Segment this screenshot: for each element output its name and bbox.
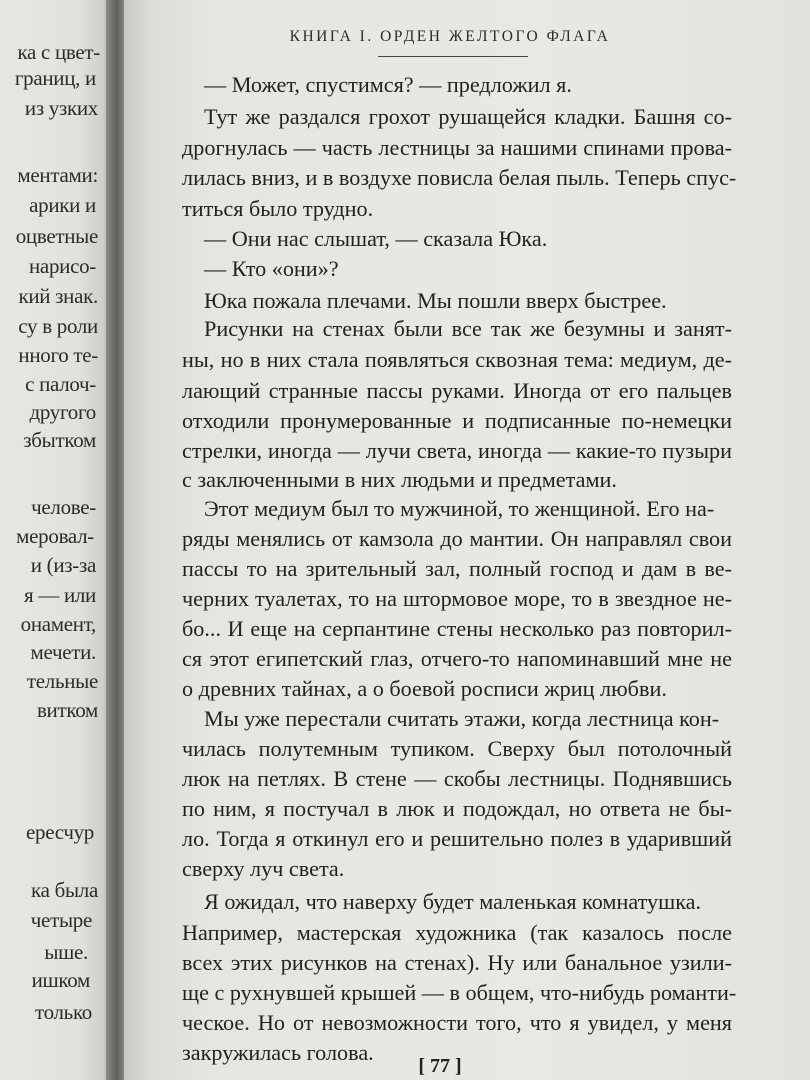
- body-line: лающий странные пассы руками. Иногда от его пальцев: [182, 378, 732, 403]
- left-page-line: ишком: [31, 968, 90, 992]
- body-line: Например, мастерская художника (так казалось после: [182, 920, 732, 945]
- left-page-line: арики и: [29, 193, 96, 217]
- body-line: Я ожидал, что наверху будет маленькая комнатушка.: [204, 889, 702, 914]
- body-line: ческое. Но от невозможности того, что я увидел, у меня: [182, 1010, 732, 1035]
- body-line: Юка пожала плечами. Мы пошли вверх быстрее.: [204, 288, 667, 313]
- body-line: Тут же раздался грохот рушащейся кладки. Башня со-: [204, 104, 732, 129]
- running-header: КНИГА I. ОРДЕН ЖЕЛТОГО ФЛАГА: [289, 28, 611, 45]
- left-page: [0, 0, 112, 1080]
- left-page-line: кий знак.: [18, 284, 98, 308]
- body-line: ло. Тогда я откинул его и решительно полез в ударивший: [182, 826, 732, 851]
- left-page-line: границ, и: [14, 66, 96, 90]
- left-page-line: четыре: [30, 908, 92, 932]
- left-page-line: су в роли: [18, 314, 98, 338]
- body-line: по ним, я постучал в люк и подождал, но ответа не бы-: [182, 796, 732, 821]
- body-line: с заключенными в них людьми и предметами.: [182, 467, 617, 492]
- body-line: титься было трудно.: [182, 196, 374, 221]
- body-line: — Они нас слышат, — сказала Юка.: [204, 226, 548, 251]
- body-line: чилась полутемным тупиком. Сверху был потолочный: [182, 736, 732, 761]
- left-page-line: ка была: [31, 878, 98, 902]
- left-page-line: меровал-: [16, 524, 94, 548]
- body-line: стрелки, иногда — лучи света, иногда — какие-то пузыри: [182, 438, 732, 463]
- left-page-line: тельные: [26, 669, 98, 693]
- left-page-line: я — или: [23, 583, 96, 607]
- body-line: Этот медиум был то мужчиной, то женщиной. Его на-: [204, 496, 715, 521]
- left-page-line: оцветные: [15, 224, 98, 248]
- body-line: ны, но в них стала появляться сквозная тема: медиум, де-: [182, 347, 732, 372]
- header-rule: [378, 56, 528, 57]
- left-page-line: ересчур: [25, 820, 94, 844]
- body-line: ряды менялись от камзола до мантии. Он направлял свои: [182, 526, 732, 551]
- body-line: черних туалетах, то на штормовое море, то в звездное не-: [182, 586, 732, 611]
- left-page-line: ментами:: [17, 163, 98, 187]
- body-line: дрогнулась — часть лестницы за нашими спинами прова-: [182, 135, 732, 160]
- body-line: Рисунки на стенах были все так же безумны и занят-: [204, 316, 732, 341]
- body-line: бо... И еще на серпантине стены несколько раз повторил-: [182, 616, 732, 641]
- left-page-line: и (из-за: [30, 553, 96, 577]
- body-line: закружилась голова.: [182, 1040, 374, 1065]
- body-line: сверху луч света.: [182, 856, 345, 881]
- body-line: — Может, спустимся? — предложил я.: [204, 72, 572, 97]
- body-line: — Кто «они»?: [204, 256, 339, 281]
- body-line: отходили пронумерованные и подписанные по-немецки: [182, 408, 732, 433]
- left-page-line: нарисо-: [28, 254, 96, 278]
- left-page-line: збытком: [23, 428, 96, 452]
- left-page-line: только: [34, 1000, 92, 1024]
- left-page-line: другого: [29, 400, 96, 424]
- left-page-line: челове-: [31, 495, 96, 519]
- body-line: пассы то на зрительный зал, полный господ и дам в ве-: [182, 556, 732, 581]
- body-line: люк на петлях. В стене — скобы лестницы. Поднявшись: [182, 766, 732, 791]
- body-line: лилась вниз, и в воздухе повисла белая пыль. Теперь спус-: [182, 165, 737, 190]
- left-page-line: нного те-: [18, 343, 98, 367]
- body-line: ся этот египетский глаз, отчего-то напоминавший мне не: [182, 646, 732, 671]
- left-page-line: витком: [36, 698, 98, 722]
- page-number: [ 77 ]: [418, 1055, 462, 1077]
- body-line: Мы уже перестали считать этажи, когда лестница кон-: [204, 706, 720, 731]
- left-page-line: из узких: [24, 96, 98, 120]
- body-line: о древних тайнах, а о боевой росписи жриц любви.: [182, 676, 667, 701]
- left-page-line: онамент,: [20, 612, 96, 636]
- left-page-line: ка с цвет-: [17, 40, 100, 64]
- body-line: всех этих рисунков на стенах). Ну или банальное узили-: [182, 950, 732, 975]
- left-page-line: мечети.: [30, 640, 96, 664]
- left-page-line: с палоч-: [25, 372, 96, 396]
- body-line: ще с рухнувшей крышей — в общем, что-нибудь романти-: [182, 980, 737, 1005]
- left-page-line: ыше.: [44, 940, 88, 964]
